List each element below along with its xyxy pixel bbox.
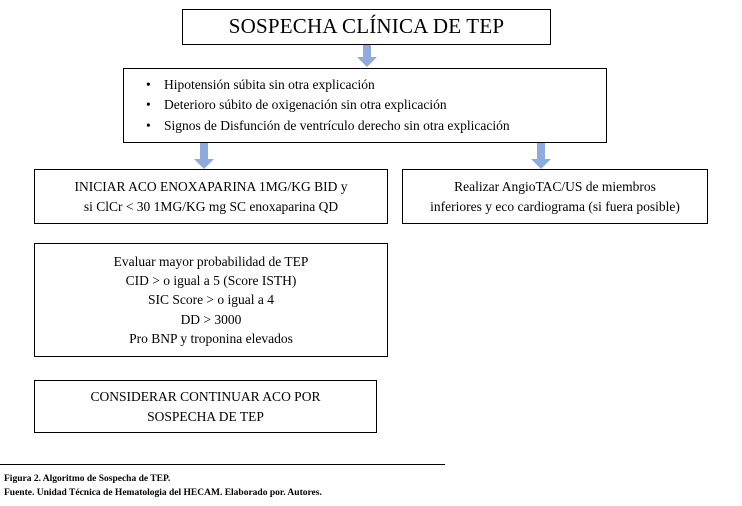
bullet-icon: • [146, 97, 151, 113]
treatment-box [34, 169, 388, 224]
imaging-line-1: Realizar AngioTAC/US de miembros [454, 179, 656, 195]
conclusion-line-1: CONSIDERAR CONTINUAR ACO POR [90, 389, 321, 405]
bullet-icon: • [146, 77, 151, 93]
criteria-item [146, 95, 447, 115]
title-text: SOSPECHA CLÍNICA DE TEP [228, 14, 505, 39]
criteria-item [146, 116, 510, 136]
criteria-item [146, 75, 375, 95]
arrow-title-to-criteria [357, 45, 377, 67]
probability-line-3: SIC Score > o igual a 4 [147, 292, 275, 308]
bullet-icon: • [146, 117, 151, 133]
caption-line-2: Fuente. Unidad Técnica de Hematologia del HECAM. Elaborado por. Autores. [4, 487, 322, 498]
figure-caption [4, 473, 322, 501]
probability-line-5: Pro BNP y troponina elevados [129, 330, 293, 346]
title-box [182, 9, 551, 45]
criteria-item-label: Hipotensión súbita sin otra explicación [164, 77, 375, 93]
criteria-item-label: Deterioro súbito de oxigenación sin otra explicación [164, 97, 447, 113]
arrow-criteria-to-imaging [531, 143, 551, 169]
criteria-item-label: Signos de Disfunción de ventrículo derecho sin otra explicación [164, 117, 510, 133]
probability-line-2: CID > o igual a 5 (Score ISTH) [125, 273, 297, 289]
caption-divider [0, 464, 445, 465]
probability-box [34, 243, 388, 357]
conclusion-line-2: SOSPECHA DE TEP [147, 408, 264, 424]
caption-line-1: Figura 2. Algoritmo de Sospecha de TEP. [4, 474, 171, 484]
imaging-box [402, 169, 708, 224]
imaging-line-2: inferiores y eco cardiograma (si fuera posible) [430, 198, 680, 214]
arrow-criteria-to-treatment [194, 143, 214, 169]
probability-line-4: DD > 3000 [180, 311, 242, 327]
treatment-line-2: si ClCr < 30 1MG/KG mg SC enoxaparina QD [83, 198, 339, 214]
probability-line-1: Evaluar mayor probabilidad de TEP [113, 254, 309, 270]
treatment-line-1: INICIAR ACO ENOXAPARINA 1MG/KG BID y [74, 179, 348, 195]
criteria-box [123, 68, 607, 143]
conclusion-box [34, 380, 377, 433]
